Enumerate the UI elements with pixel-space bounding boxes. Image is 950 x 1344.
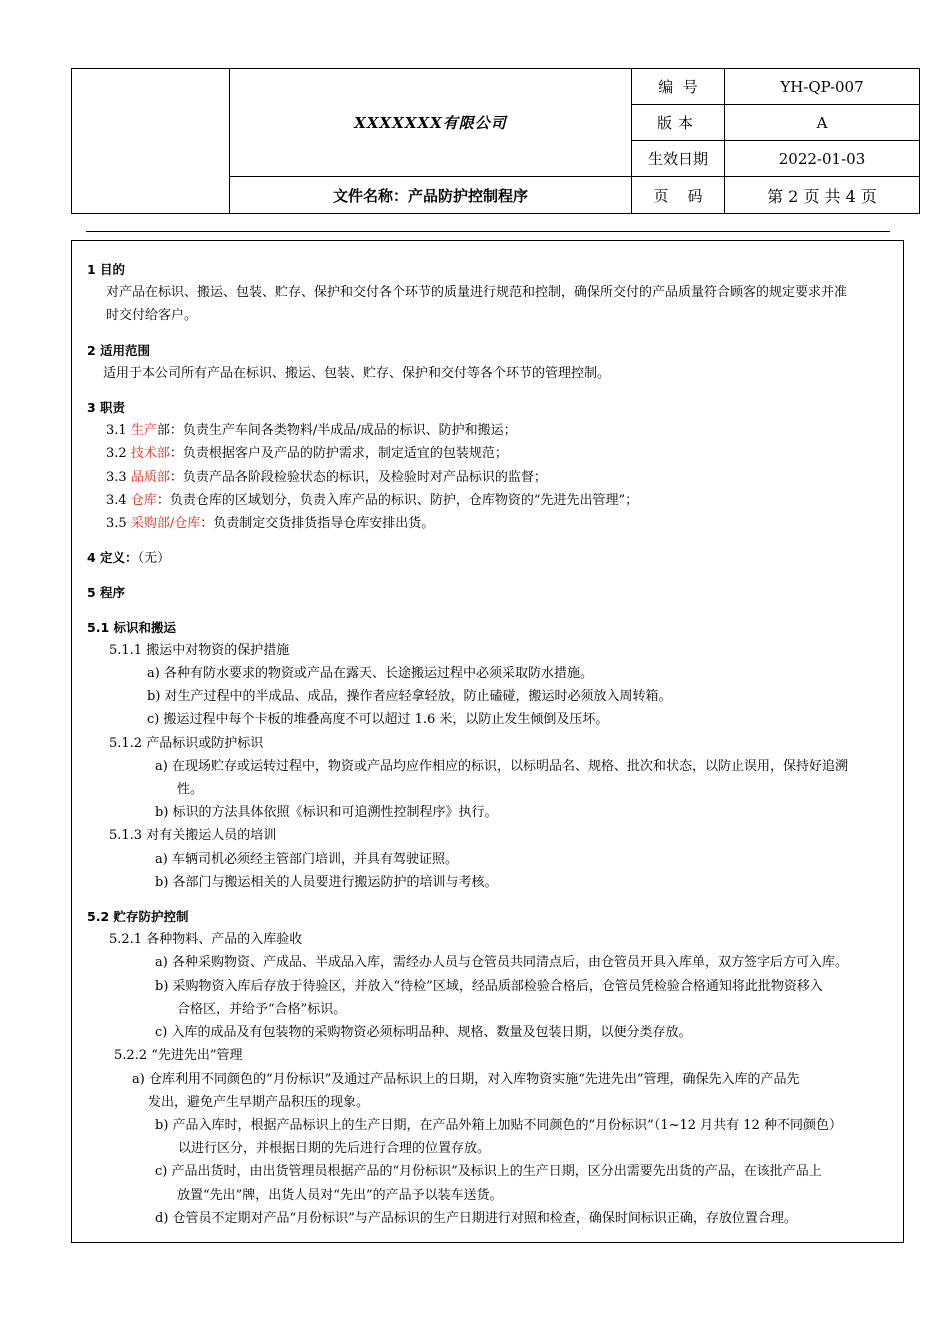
version-label: 版本 xyxy=(632,105,725,141)
version-value: A xyxy=(725,105,920,141)
section-2-heading: 2 适用范围 xyxy=(87,342,151,358)
document-title: 文件名称：产品防护控制程序 xyxy=(230,177,632,214)
document-body xyxy=(87,258,899,1230)
duty-3-3: 3.3 品质部：负责产品各阶段检验状态的标识，及检验时对产品标识的监督； xyxy=(106,469,547,485)
item-5-2-2-d: d) 仓管员不定期对产品“月份标识”与产品标识的生产日期进行对照和检查，确保时间标识正确，存放位置合理。 xyxy=(155,1210,797,1226)
duty-3-2: 3.2 技术部：负责根据客户及产品的防护需求，制定适宜的包装规范； xyxy=(106,446,508,462)
duty-3-4: 3.4 仓库：负责仓库的区域划分，负责入库产品的标识、防护，仓库物资的“先进先出管理”； xyxy=(106,492,639,508)
item-5-2-1-b: b) 采购物资入库后存放于待验区，并放入“待检”区域，经品质部检验合格后，仓管员凭检验合格通知将此批物资移入 xyxy=(155,978,823,994)
item-5-1-1-b: b) 对生产过程中的半成品、成品，操作者应轻拿轻放，防止磕碰，搬运时必须放入周转箱。 xyxy=(147,689,672,705)
section-3-heading: 3 职责 xyxy=(87,400,126,416)
section-5-1-1-title: 5.1.1 搬运中对物资的保护措施 xyxy=(109,642,290,658)
duty-3-1: 3.1 生产部：负责生产车间各类物料/半成品/成品的标识、防护和搬运； xyxy=(106,423,517,439)
page-number-value: 第 2 页 共 4 页 xyxy=(725,177,920,214)
logo-cell xyxy=(72,69,230,214)
item-5-1-1-a: a) 各种有防水要求的物资或产品在露天、长途搬运过程中必须采取防水措施。 xyxy=(147,666,593,682)
section-4: 4 定义：（无） xyxy=(87,550,171,567)
item-5-1-2-a: a) 在现场贮存或运转过程中，物资或产品均应作相应的标识，以标明品名、规格、批次和状态，以防止误用，保持好追溯 xyxy=(155,758,848,774)
item-5-2-2-a-cont: 发出，避免产生早期产品积压的现象。 xyxy=(148,1094,370,1110)
section-1-text-cont: 时交付给客户。 xyxy=(106,308,198,324)
section-5-2-2-title: 5.2.2 “先进先出”管理 xyxy=(114,1048,243,1064)
item-5-1-2-a-cont: 性。 xyxy=(177,782,204,798)
item-5-2-2-b: b) 产品入库时，根据产品标识上的生产日期，在产品外箱上加贴不同颜色的“月份标识”（1~12 月共有 12 种不同颜色） xyxy=(155,1117,842,1133)
section-5-1-3-title: 5.1.3 对有关搬运人员的培训 xyxy=(109,828,277,844)
item-5-1-3-a: a) 车辆司机必须经主管部门培训，并具有驾驶证照。 xyxy=(155,851,458,867)
item-5-2-1-a: a) 各种采购物资、产成品、半成品入库，需经办人员与仓管员共同清点后，由仓管员开具入库单，双方签字后方可入库。 xyxy=(155,955,848,971)
document-header-table xyxy=(71,68,920,214)
item-5-2-2-b-cont: 以进行区分，并根据日期的先后进行合理的位置存放。 xyxy=(178,1141,491,1157)
item-5-1-2-b: b) 标识的方法具体依照《标识和可追溯性控制程序》执行。 xyxy=(155,805,498,821)
effective-date-value: 2022-01-03 xyxy=(725,141,920,177)
section-5-1-heading: 5.1 标识和搬运 xyxy=(87,619,176,635)
section-5-1-2-title: 5.1.2 产品标识或防护标识 xyxy=(109,735,264,751)
item-5-2-2-a: a) 仓库利用不同颜色的“月份标识”及通过产品标识上的日期，对入库物资实施“先进先出”管理，确保先入库的产品先 xyxy=(132,1071,800,1087)
item-5-1-1-c: c) 搬运过程中每个卡板的堆叠高度不可以超过 1.6 米，以防止发生倾倒及压坏。 xyxy=(147,712,609,728)
section-1-heading: 1 目的 xyxy=(87,262,126,277)
item-5-1-3-b: b) 各部门与搬运相关的人员要进行搬运防护的培训与考核。 xyxy=(155,874,498,890)
section-5-2-1-title: 5.2.1 各种物料、产品的入库验收 xyxy=(109,932,303,948)
section-5-heading: 5 程序 xyxy=(87,585,126,601)
item-5-2-2-c-cont: 放置“先出”牌，出货人员对“先出”的产品予以装车送货。 xyxy=(177,1187,503,1203)
effective-date-label: 生效日期 xyxy=(632,141,725,177)
page-label: 页 码 xyxy=(632,177,725,214)
duty-3-5: 3.5 采购部/仓库：负责制定交货排货指导仓库安排出货。 xyxy=(106,516,435,532)
section-2-text: 适用于本公司所有产品在标识、搬运、包装、贮存、保护和交付等各个环节的管理控制。 xyxy=(103,365,611,381)
item-5-2-1-b-cont: 合格区，并给予“合格”标识。 xyxy=(177,1001,347,1017)
section-5-2-heading: 5.2 贮存防护控制 xyxy=(87,909,189,925)
doc-number-value: YH-QP-007 xyxy=(725,69,920,105)
doc-number-label: 编 号 xyxy=(632,69,725,105)
item-5-2-2-c: c) 产品出货时，由出货管理员根据产品的“月份标识”及标识上的生产日期，区分出需要先出货的产品，在该批产品上 xyxy=(155,1164,822,1180)
item-5-2-1-c: c) 入库的成品及有包装物的采购物资必须标明品种、规格、数量及包装日期，以便分类存放。 xyxy=(155,1025,692,1041)
company-name: XXXXXXX有限公司 xyxy=(230,69,632,177)
header-divider xyxy=(86,231,890,232)
section-1-text: 对产品在标识、搬运、包装、贮存、保护和交付各个环节的质量进行规范和控制，确保所交付的产品质量符合顾客的规定要求并准 xyxy=(106,285,848,301)
